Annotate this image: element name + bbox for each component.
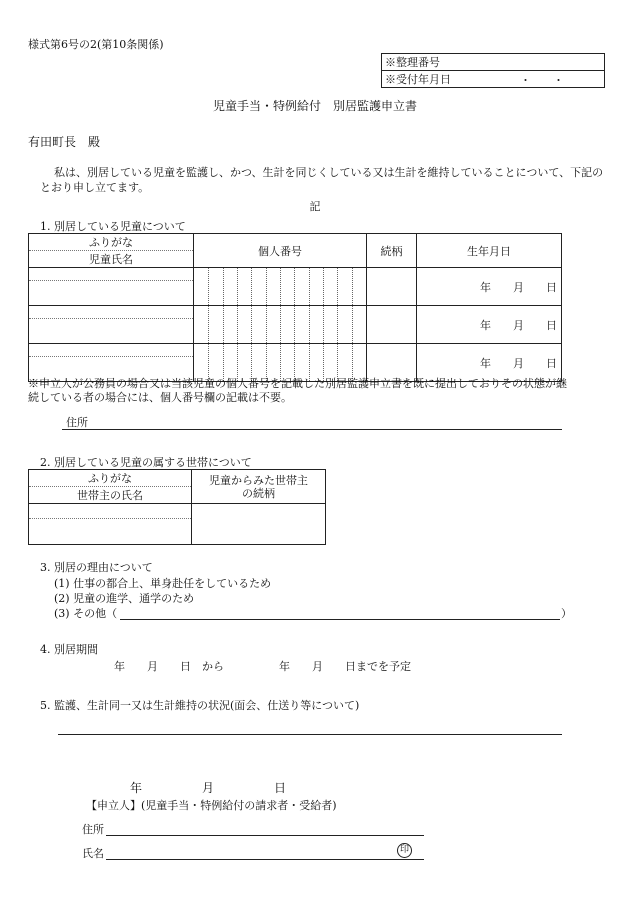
application-date: 年 月 日 xyxy=(130,781,287,795)
section2-heading: 2. 別居している児童の属する世帯について xyxy=(40,456,252,469)
section3-heading: 3. 別居の理由について xyxy=(40,561,153,574)
id-digit-divider xyxy=(266,306,267,343)
section4-heading: 4. 別居期間 xyxy=(40,643,98,656)
reason-item-3[interactable]: (3) その他（ xyxy=(54,607,118,620)
birthdate-cell[interactable]: 年 月 日 xyxy=(417,268,562,306)
office-received-date: ※受付年月日 ・ ・ xyxy=(382,71,605,88)
table-row xyxy=(29,268,562,306)
office-ref-number: ※整理番号 xyxy=(382,54,605,71)
col-householder-name: 世帯主の氏名 xyxy=(29,487,192,504)
relationship-cell[interactable] xyxy=(367,306,417,344)
child-address-line[interactable] xyxy=(62,429,562,430)
id-digit-divider xyxy=(309,306,310,343)
seal-icon: 印 xyxy=(397,843,412,858)
id-digit-divider xyxy=(223,268,224,305)
id-digit-divider xyxy=(309,344,310,381)
id-digit-divider xyxy=(280,268,281,305)
reason-other-close: ） xyxy=(561,607,572,620)
household-relationship-cell[interactable] xyxy=(192,504,326,545)
child-name-cell[interactable] xyxy=(29,344,194,382)
col-household-relationship: 児童からみた世帯主 の続柄 xyxy=(192,470,326,504)
col-relationship: 続柄 xyxy=(367,234,417,268)
applicant-address-line[interactable] xyxy=(106,835,424,836)
id-digit-divider xyxy=(309,268,310,305)
page-title: 児童手当・特例給付 別居監護申立書 xyxy=(212,99,417,113)
table-row xyxy=(29,504,326,545)
section1-heading: 1. 別居している児童について xyxy=(40,220,186,233)
applicant-name-label: 氏名 xyxy=(82,847,104,860)
col-child-name: 児童氏名 xyxy=(29,251,194,268)
reason-item-1[interactable]: (1) 仕事の都合上、単身赴任をしているため xyxy=(54,577,272,590)
id-digit-divider xyxy=(294,268,295,305)
relationship-cell[interactable] xyxy=(367,268,417,306)
office-use-box xyxy=(381,53,605,88)
child-name-cell[interactable] xyxy=(29,268,194,306)
child-address-label: 住所 xyxy=(66,416,88,429)
col-furigana: ふりがな xyxy=(29,234,194,251)
addressee: 有田町長 殿 xyxy=(28,135,101,149)
id-digit-divider xyxy=(337,344,338,381)
applicant-name-line[interactable] xyxy=(106,859,424,860)
period-text: 年 月 日 から 年 月 日までを予定 xyxy=(114,660,411,673)
id-digit-divider xyxy=(223,306,224,343)
id-number-cell[interactable] xyxy=(194,344,367,382)
status-line[interactable] xyxy=(58,734,562,735)
id-digit-divider xyxy=(280,306,281,343)
household-table xyxy=(28,469,326,545)
id-digit-divider xyxy=(208,344,209,381)
child-name-cell[interactable] xyxy=(29,306,194,344)
id-digit-divider xyxy=(237,344,238,381)
intro-text: 私は、別居している児童を監護し、かつ、生計を同じくしている又は生計を維持していることについて、下記のとおり申し立てます。 xyxy=(40,166,604,194)
ki-label: 記 xyxy=(309,200,321,213)
table-row xyxy=(29,306,562,344)
id-digit-divider xyxy=(266,344,267,381)
id-number-cell[interactable] xyxy=(194,306,367,344)
id-number-cell[interactable] xyxy=(194,268,367,306)
col-id-number: 個人番号 xyxy=(194,234,367,268)
id-digit-divider xyxy=(294,344,295,381)
id-digit-divider xyxy=(208,306,209,343)
reason-other-line[interactable] xyxy=(120,619,560,620)
id-digit-divider xyxy=(208,268,209,305)
relationship-cell[interactable] xyxy=(367,344,417,382)
applicant-heading: 【申立人】(児童手当・特例給付の請求者・受給者) xyxy=(86,799,337,812)
id-digit-divider xyxy=(266,268,267,305)
reason-item-2[interactable]: (2) 児童の進学、通学のため xyxy=(54,592,195,605)
id-digit-divider xyxy=(352,306,353,343)
id-digit-divider xyxy=(251,306,252,343)
table-row xyxy=(29,344,562,382)
col-birthdate: 生年月日 xyxy=(417,234,562,268)
form-number: 様式第6号の2(第10条関係) xyxy=(28,38,164,51)
children-table xyxy=(28,233,562,382)
id-digit-divider xyxy=(280,344,281,381)
id-note: ※申立人が公務員の場合又は当該児童の個人番号を記載した別居監護申立書を既に提出しておりその状態が継続している者の場合には、個人番号欄の記載は不要。 xyxy=(28,377,567,404)
id-digit-divider xyxy=(237,268,238,305)
birthdate-cell[interactable]: 年 月 日 xyxy=(417,306,562,344)
id-digit-divider xyxy=(337,268,338,305)
id-digit-divider xyxy=(251,268,252,305)
id-digit-divider xyxy=(323,306,324,343)
id-digit-divider xyxy=(223,344,224,381)
applicant-address-label: 住所 xyxy=(82,823,104,836)
id-digit-divider xyxy=(323,268,324,305)
section5-heading: 5. 監護、生計同一又は生計維持の状況(面会、仕送り等について) xyxy=(40,699,360,712)
id-digit-divider xyxy=(237,306,238,343)
id-digit-divider xyxy=(352,344,353,381)
id-digit-divider xyxy=(251,344,252,381)
id-digit-divider xyxy=(294,306,295,343)
id-digit-divider xyxy=(337,306,338,343)
id-digit-divider xyxy=(352,268,353,305)
col-furigana: ふりがな xyxy=(29,470,192,487)
birthdate-cell[interactable]: 年 月 日 xyxy=(417,344,562,382)
id-digit-divider xyxy=(323,344,324,381)
householder-name-cell[interactable] xyxy=(29,504,192,545)
